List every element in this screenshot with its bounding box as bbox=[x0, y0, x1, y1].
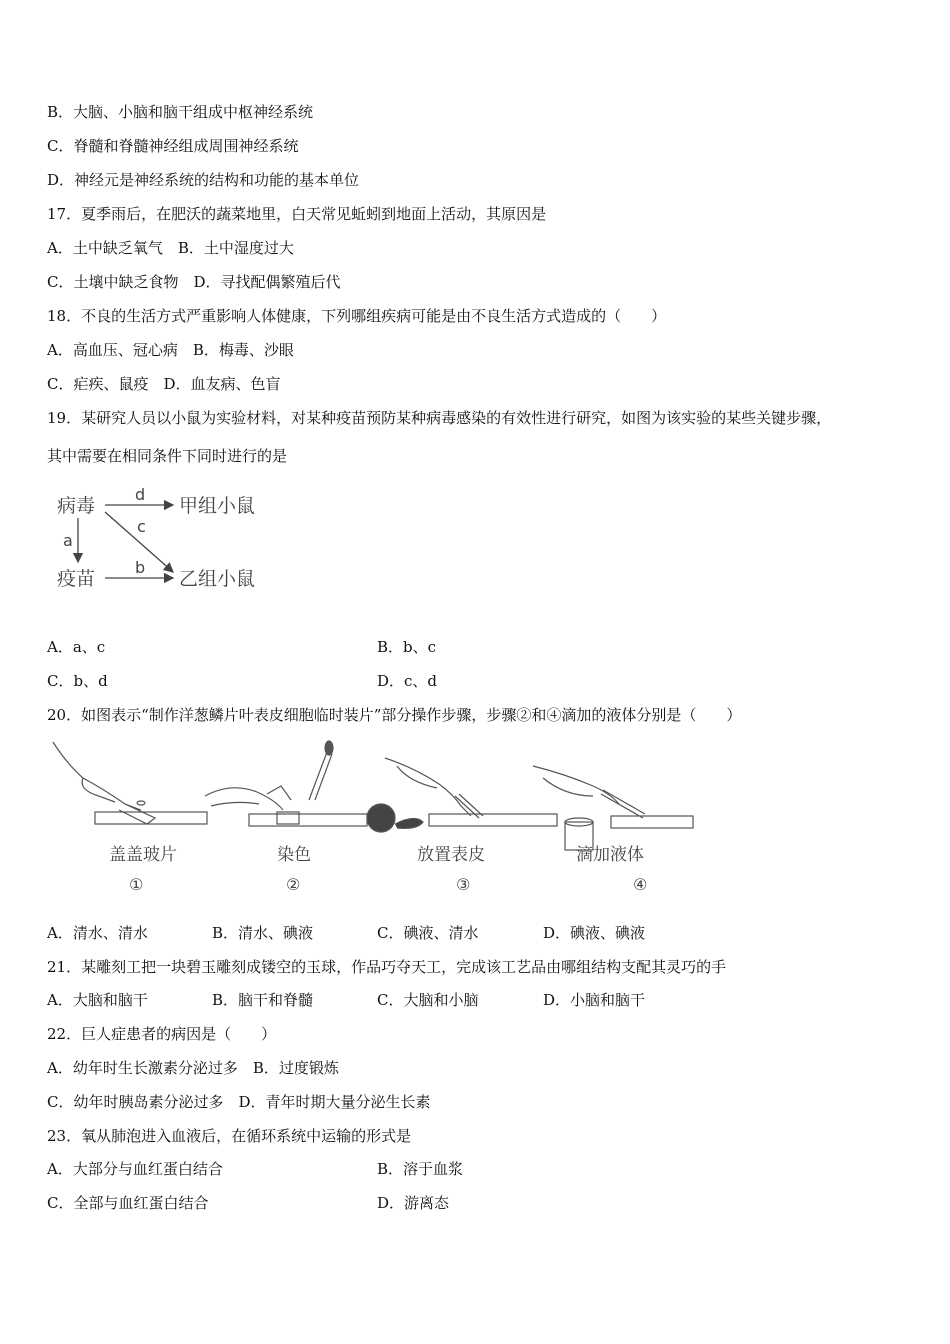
q18-options-ab: A．高血压、冠心病 B．梅毒、沙眼 bbox=[47, 341, 294, 359]
label-a: a bbox=[63, 531, 73, 550]
q18-stem: 18．不良的生活方式严重影响人体健康，下列哪组疾病可能是由不良生活方式造成的（ ） bbox=[47, 307, 667, 325]
q17-options-ab: A．土中缺乏氧气 B．土中湿度过大 bbox=[47, 239, 294, 257]
step2-illustration bbox=[205, 741, 367, 826]
q19-stem-line2: 其中需要在相同条件下同时进行的是 bbox=[47, 447, 288, 465]
q16-option-c: C．脊髓和脊髓神经组成周围神经系统 bbox=[47, 137, 299, 155]
q23-option-b: B．溶于血浆 bbox=[377, 1160, 464, 1178]
label-b: b bbox=[135, 558, 146, 577]
q21-stem: 21．某雕刻工把一块碧玉雕刻成镂空的玉球，作品巧夺天工，完成该工艺品由哪组结构支配其灵巧的手 bbox=[47, 958, 727, 976]
q16-option-b: B．大脑、小脑和脑干组成中枢神经系统 bbox=[47, 103, 314, 121]
step3-number: ③ bbox=[456, 875, 471, 894]
group-b-label: 乙组小鼠 bbox=[179, 568, 256, 590]
q20-option-b: B．清水、碘液 bbox=[212, 924, 314, 942]
q17-options-cd: C．土壤中缺乏食物 D．寻找配偶繁殖后代 bbox=[47, 273, 341, 291]
q20-option-c: C．碘液、清水 bbox=[377, 924, 479, 942]
step2-number: ② bbox=[286, 875, 301, 894]
q20-steps-figure bbox=[45, 738, 705, 898]
q20-stem: 20．如图表示“制作洋葱鳞片叶表皮细胞临时装片”部分操作步骤，步骤②和④滴加的液体分别是（ ） bbox=[47, 706, 742, 724]
vaccine-label: 疫苗 bbox=[57, 568, 96, 590]
q23-stem: 23．氧从肺泡进入血液后，在循环系统中运输的形式是 bbox=[47, 1127, 412, 1145]
step1-label: 盖盖玻片 bbox=[109, 845, 177, 865]
q22-stem: 22．巨人症患者的病因是（ ） bbox=[47, 1025, 277, 1043]
q19-stem-line1: 19．某研究人员以小鼠为实验材料，对某种疫苗预防某种病毒感染的有效性进行研究，如图为该实验的某些关键步骤， bbox=[47, 409, 832, 427]
q18-options-cd: C．疟疾、鼠疫 D．血友病、色盲 bbox=[47, 375, 281, 393]
label-d: d bbox=[135, 485, 146, 504]
q21-option-a: A．大脑和脑干 bbox=[47, 991, 148, 1009]
step4-number: ④ bbox=[633, 875, 648, 894]
q19-option-c: C．b、d bbox=[47, 672, 108, 690]
q16-option-d: D．神经元是神经系统的结构和功能的基本单位 bbox=[47, 171, 360, 189]
step2-label: 染色 bbox=[277, 845, 311, 865]
q19-option-a: A．a、c bbox=[47, 638, 106, 656]
step1-illustration bbox=[53, 742, 207, 824]
q23-option-d: D．游离态 bbox=[377, 1194, 450, 1212]
step1-number: ① bbox=[129, 875, 144, 894]
step4-label: 滴加液体 bbox=[576, 845, 644, 865]
label-c: c bbox=[137, 517, 146, 536]
q20-option-a: A．清水、清水 bbox=[47, 924, 148, 942]
q19-option-b: B．b、c bbox=[377, 638, 437, 656]
q23-option-c: C．全部与血红蛋白结合 bbox=[47, 1194, 209, 1212]
q21-option-b: B．脑干和脊髓 bbox=[212, 991, 314, 1009]
q21-option-c: C．大脑和小脑 bbox=[377, 991, 479, 1009]
step3-label: 放置表皮 bbox=[417, 845, 485, 865]
virus-label: 病毒 bbox=[57, 495, 96, 517]
q23-option-a: A．大部分与血红蛋白结合 bbox=[47, 1160, 223, 1178]
group-a-label: 甲组小鼠 bbox=[179, 495, 256, 517]
step4-illustration bbox=[533, 766, 693, 850]
q19-option-d: D．c、d bbox=[377, 672, 438, 690]
q19-experiment-diagram bbox=[55, 480, 285, 600]
q22-options-cd: C．幼年时胰岛素分泌过多 D．青年时期大量分泌生长素 bbox=[47, 1093, 431, 1111]
q22-options-ab: A．幼年时生长激素分泌过多 B．过度锻炼 bbox=[47, 1059, 339, 1077]
q20-option-d: D．碘液、碘液 bbox=[543, 924, 646, 942]
q17-stem: 17．夏季雨后，在肥沃的蔬菜地里，白天常见蚯蚓到地面上活动，其原因是 bbox=[47, 205, 547, 223]
step3-illustration bbox=[367, 758, 557, 832]
q21-option-d: D．小脑和脑干 bbox=[543, 991, 646, 1009]
